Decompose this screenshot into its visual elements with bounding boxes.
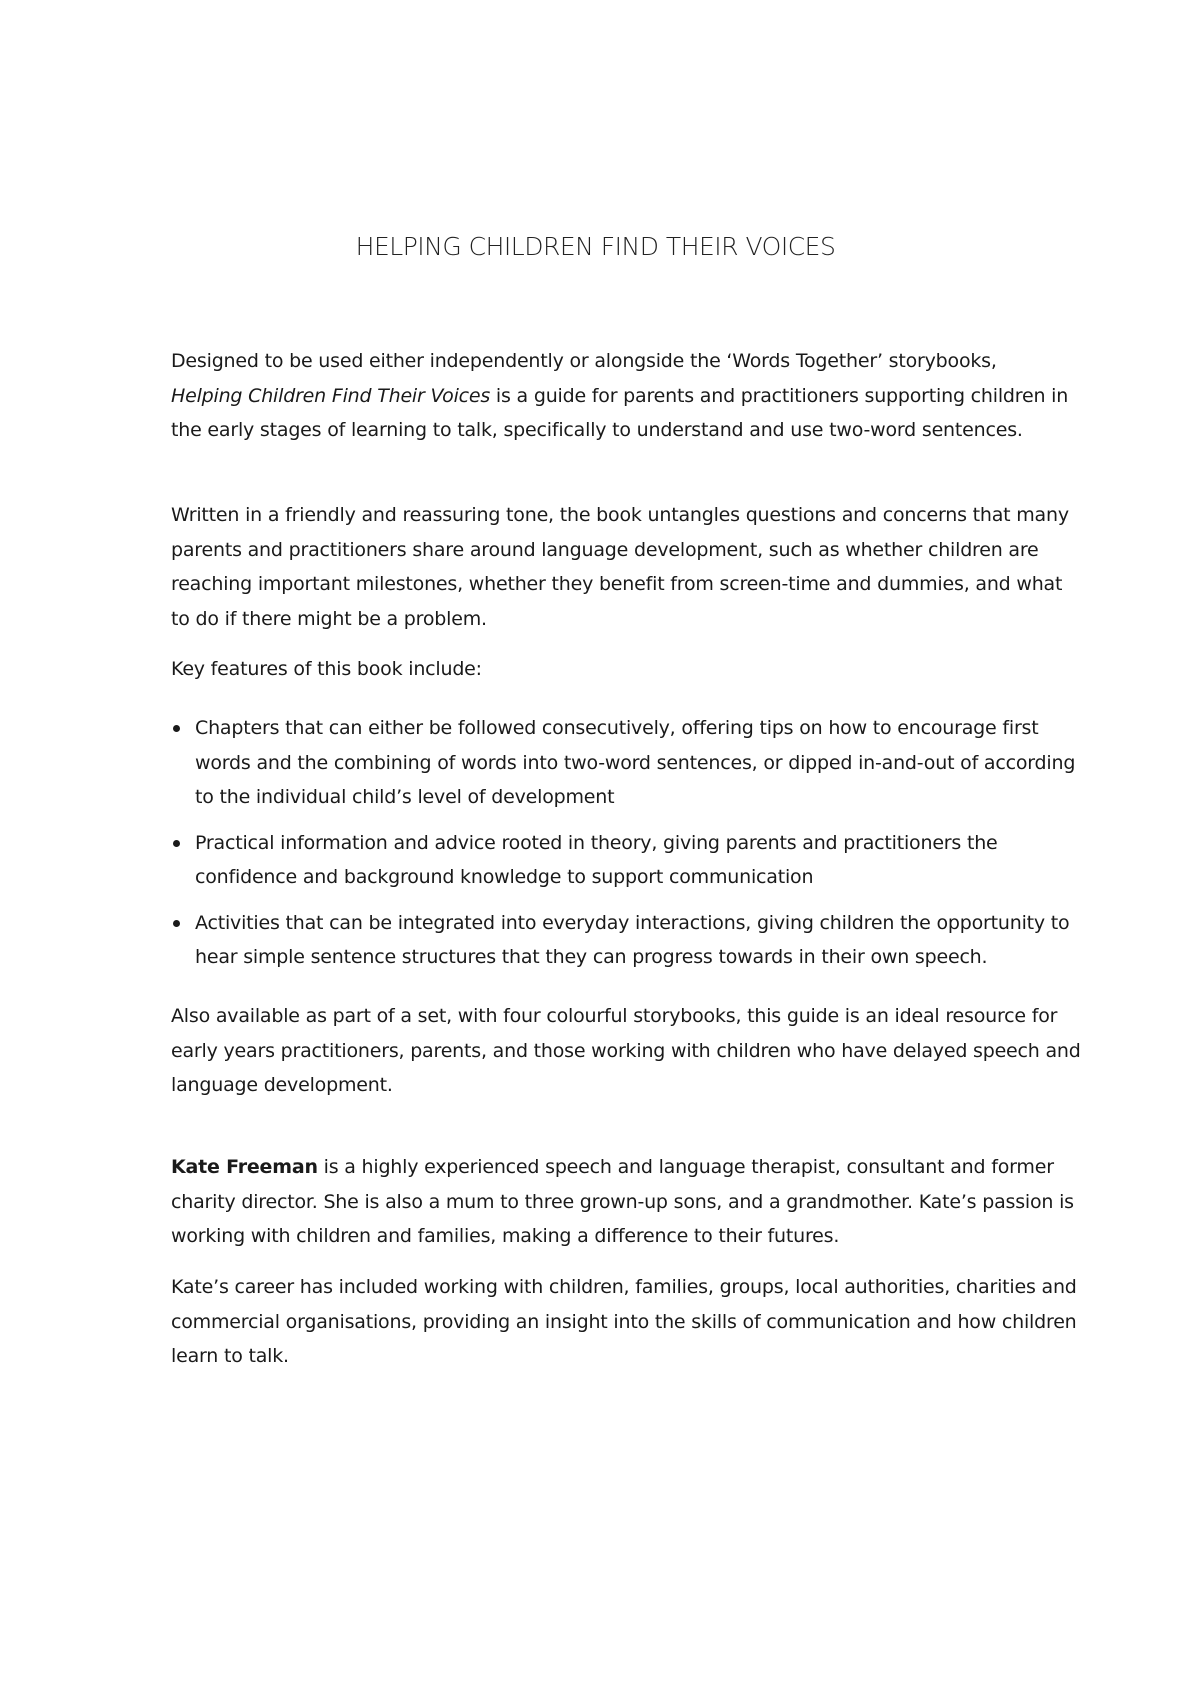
features-intro: Key features of this book include: [171, 658, 482, 680]
feature-text: Practical information and advice rooted in theory, giving parents and practitioners the confidence and background knowledge to support communication [195, 831, 998, 888]
bullet-icon [173, 920, 180, 927]
author-name: Kate Freeman [171, 1156, 318, 1178]
book-title: Helping Children Find Their Voices [171, 384, 491, 407]
bullet-icon [173, 840, 180, 847]
author-career: Kate’s career has included working with children, families, groups, local authorities, charities and commercial organisations, providing an insight into the skills of communication and how children learn to talk. [171, 1276, 1077, 1367]
author-bio [171, 1150, 1083, 1254]
feature-text: Activities that can be integrated into everyday interactions, giving children the opportunity to hear simple sentence structures that they can progress towards in their own speech. [195, 911, 1070, 968]
availability-paragraph: Also available as part of a set, with four colourful storybooks, this guide is an ideal resource for early years practitioners, parents, and those working with children who have delayed speech and language development. [171, 1005, 1081, 1096]
intro-rest: is a guide for parents and practitioners supporting children in the early stages of learning to talk, specifically to understand and use two-word sentences. [171, 384, 1069, 441]
description-paragraph: Written in a friendly and reassuring tone, the book untangles questions and concerns that many parents and practitioners share around language development, such as whether children are reaching important milestones, whether they benefit from screen-time and dummies, and what to do if there might be a problem. [171, 504, 1069, 630]
intro-paragraph [171, 344, 1083, 448]
bullet-icon [173, 725, 180, 732]
feature-item [171, 711, 1083, 815]
feature-item [171, 826, 1083, 895]
page-title: HELPING CHILDREN FIND THEIR VOICES [355, 232, 836, 261]
feature-text: Chapters that can either be followed consecutively, offering tips on how to encourage first words and the combining of words into two-word sentences, or dipped in-and-out of according to the individual child’s level of development [195, 717, 1076, 808]
intro-lead: Designed to be used either independently or alongside the ‘Words Together’ storybooks, [171, 350, 997, 372]
features-list [171, 711, 1083, 986]
author-bio-text: is a highly experienced speech and language therapist, consultant and former charity director. She is also a mum to three grown-up sons, and a grandmother. Kate’s passion is working with children and families, making a difference to their futures. [171, 1156, 1074, 1247]
feature-item [171, 906, 1083, 975]
